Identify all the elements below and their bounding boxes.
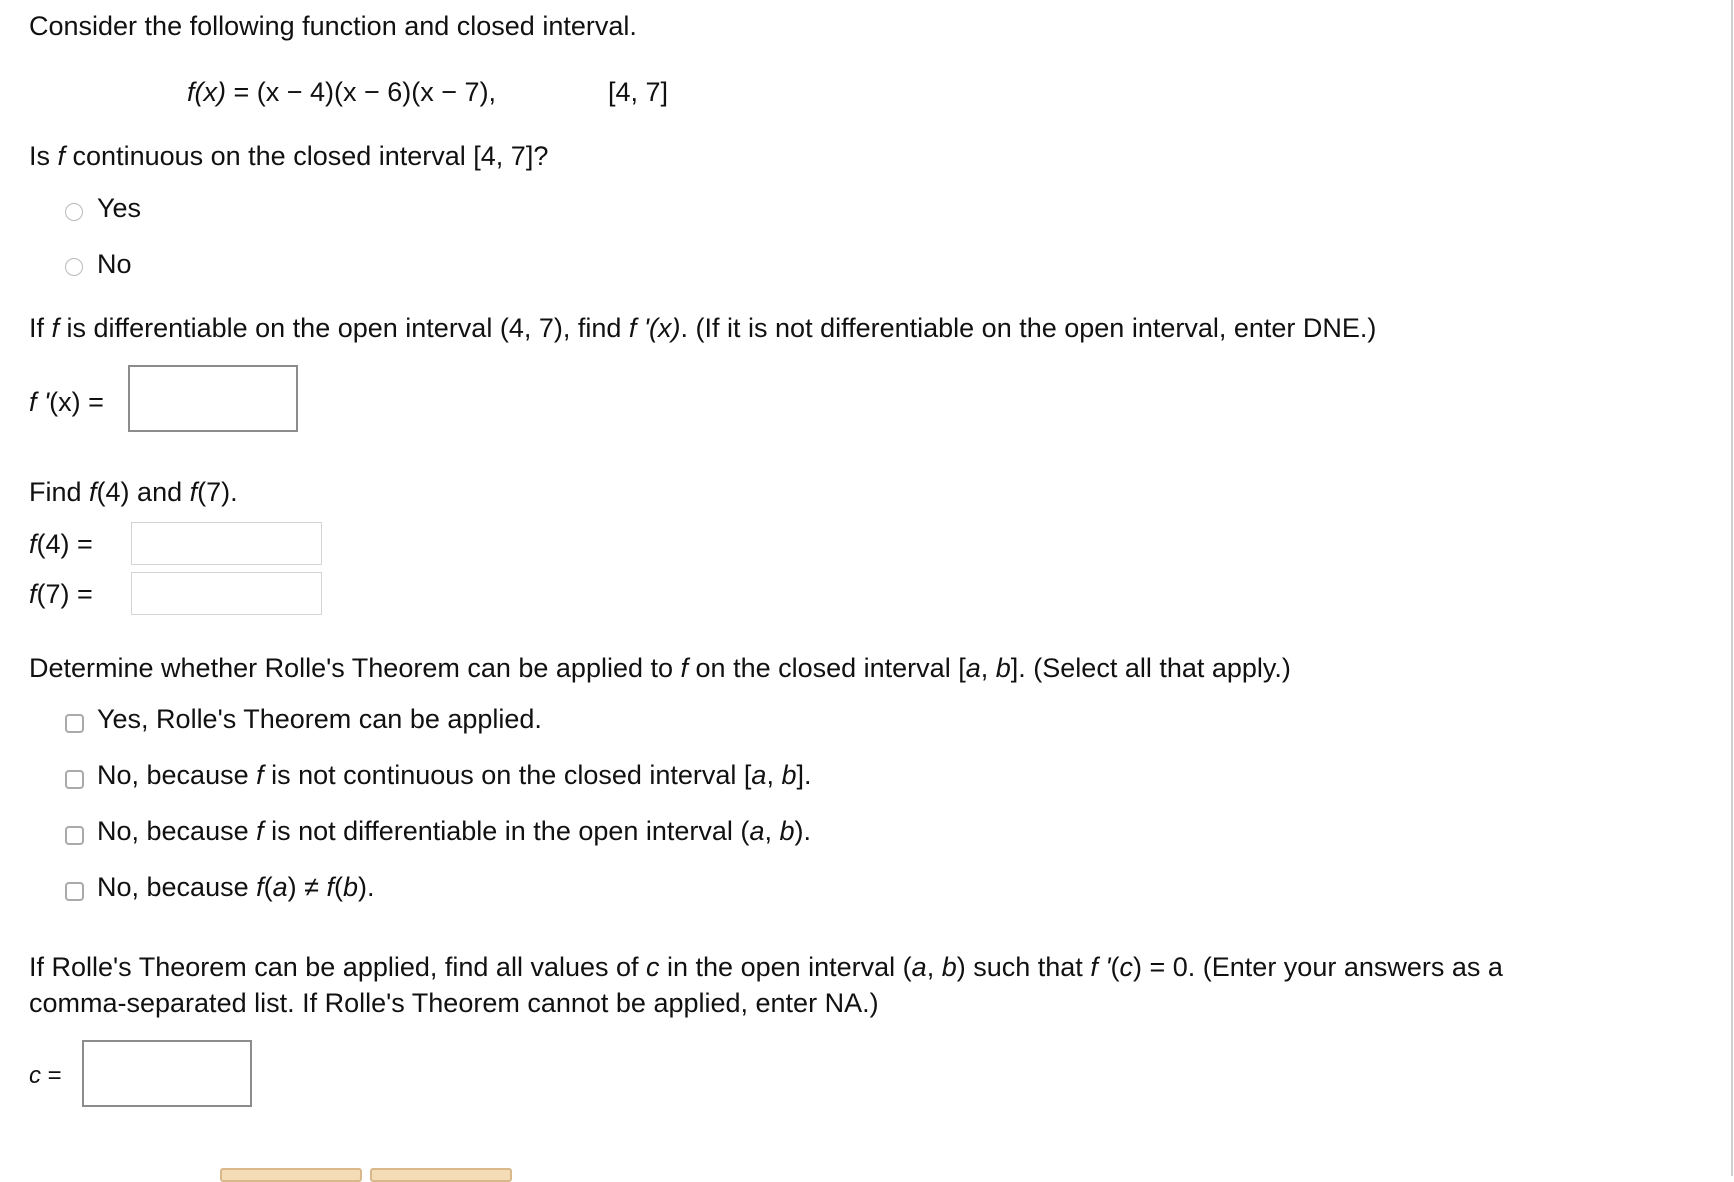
q5-paren-open: ( [1110,952,1120,982]
checkbox-not-differentiable[interactable] [65,826,84,845]
checkbox-fa-neq-fb[interactable] [65,882,84,901]
q1-suffix: continuous on the closed interval [4, 7]? [65,141,549,171]
q2-question [29,312,1376,344]
q2-label-rest: (x) = [49,387,104,417]
c-label-eq: = [41,1062,62,1089]
function-name: f(x) [187,77,226,107]
q5-c2: c [1119,952,1133,982]
opt4-b: b [342,872,359,902]
q5-b: b [941,952,957,982]
opt4-prefix: No, because [97,872,257,902]
c-label-c: c [29,1062,41,1089]
f4-label [29,528,93,560]
checkbox-not-continuous-label [97,759,812,791]
opt3-end: ). [794,816,812,846]
q3-question [29,476,238,508]
opt2-comma: , [766,760,782,790]
q4-b: b [995,653,1011,683]
q3-f4-arg: (4) and [96,477,190,507]
radio-yes-label: Yes [97,193,142,223]
opt3-mid: is not differentiable in the open interval ( [263,816,750,846]
q4-prefix: Determine whether Rolle's Theorem can be applied to [29,653,681,683]
q1-f: f [57,141,66,171]
q2-prefix: If [29,313,52,343]
opt3-f: f [256,816,264,846]
f7-label-rest: (7) = [36,579,93,609]
q5-end: ) = 0. (Enter your answers as a [1133,952,1503,982]
checkbox-not-continuous[interactable] [65,770,84,789]
opt3-a: a [749,816,765,846]
q4-question [29,652,1291,684]
q5-question-line2: comma-separated list. If Rolle's Theorem cannot be applied, enter NA.) [29,988,879,1018]
q3-prefix: Find [29,477,90,507]
q3-f4: f [89,477,97,507]
checkbox-rolle-applies[interactable] [65,714,84,733]
opt4-fb: f [326,872,334,902]
function-definition [187,76,496,108]
f7-label-f: f [29,579,37,609]
f7-label [29,578,93,610]
q3-f7-arg: (7). [197,477,238,507]
function-expression: = (x − 4)(x − 6)(x − 7), [225,77,497,107]
q5-comma: , [926,952,942,982]
checkbox-fa-neq-fb-label [97,871,375,903]
opt4-end: ). [358,872,375,902]
intro-text: Consider the following function and closed interval. [29,11,637,41]
q5-fprime: f ' [1090,952,1111,982]
opt4-neq: ) ≠ [287,872,327,902]
q5-mid2: ) such that [956,952,1091,982]
q4-suffix: ]. (Select all that apply.) [1010,653,1291,683]
q2-fprime: f '(x) [628,313,681,343]
need-help-link[interactable] [34,1166,204,1176]
checkbox-rolle-applies-label: Yes, Rolle's Theorem can be applied. [97,704,542,734]
bottom-button-2[interactable] [370,1168,512,1182]
q2-mid: is differentiable on the open interval (4, 7), find [59,313,629,343]
f4-input[interactable] [131,522,322,565]
bottom-button-1[interactable] [220,1168,362,1182]
opt2-b: b [781,760,797,790]
f4-label-f: f [29,529,37,559]
opt4-a-open: ( [263,872,273,902]
q4-comma: , [980,653,996,683]
q1-prefix: Is [29,141,58,171]
q2-suffix: . (If it is not differentiable on the open interval, enter DNE.) [680,313,1377,343]
q5-c: c [646,952,660,982]
function-interval: [4, 7] [608,77,669,107]
q4-f: f [680,653,689,683]
opt2-mid: is not continuous on the closed interval [ [263,760,752,790]
opt4-b-open: ( [333,872,343,902]
q2-answer-label [29,386,104,418]
q5-mid: in the open interval ( [659,952,912,982]
c-label [29,1062,62,1091]
q5-prefix: If Rolle's Theorem can be applied, find all values of [29,952,647,982]
opt2-end: ]. [796,760,812,790]
radio-no[interactable] [65,258,83,276]
opt3-b: b [779,816,795,846]
q1-question [29,140,548,172]
q2-label-f: f ' [29,387,50,417]
opt4-a: a [272,872,288,902]
opt4-fa: f [256,872,264,902]
q5-a: a [911,952,927,982]
f7-input[interactable] [131,572,322,615]
opt2-f: f [256,760,264,790]
fprime-input[interactable] [128,365,298,432]
q3-f7: f [189,477,198,507]
q2-f: f [51,313,60,343]
radio-yes[interactable] [65,203,83,221]
opt3-prefix: No, because [97,816,257,846]
checkbox-not-differentiable-label [97,815,811,847]
opt3-comma: , [764,816,780,846]
f4-label-rest: (4) = [36,529,93,559]
opt2-a: a [751,760,767,790]
q4-mid: on the closed interval [ [688,653,966,683]
radio-no-label: No [97,249,132,279]
page-right-border [1731,0,1733,1176]
q4-a: a [965,653,981,683]
opt2-prefix: No, because [97,760,257,790]
c-input[interactable] [82,1040,252,1107]
q5-question-line1 [29,951,1503,983]
